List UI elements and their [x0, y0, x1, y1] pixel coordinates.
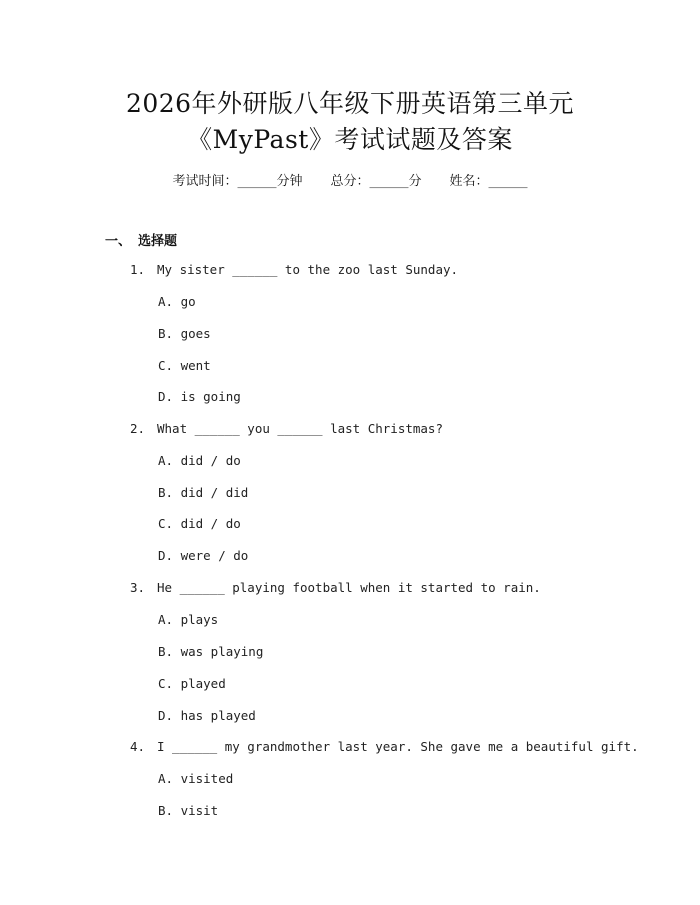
- option-3d: D. has played: [158, 708, 256, 723]
- student-name-field: 姓名：______: [449, 174, 528, 189]
- document-title-line-2: 《MyPast》考试试题及答案: [187, 125, 513, 154]
- section-title: 选择题: [138, 234, 178, 249]
- document-title-line-1: 2026年外研版八年级下册英语第三单元: [125, 89, 575, 118]
- exam-time-field: 考试时间：______分钟: [172, 174, 303, 189]
- total-score-field: 总分：______分: [330, 174, 422, 189]
- option-2c: C. did / do: [158, 516, 241, 531]
- question-number: 1.: [130, 262, 146, 277]
- question-4: [130, 739, 639, 754]
- question-text: My sister ______ to the zoo last Sunday.: [157, 262, 459, 277]
- option-2b: B. did / did: [158, 485, 249, 500]
- exam-info-line: [0, 170, 700, 189]
- option-3a: A. plays: [158, 612, 219, 627]
- option-1c: C. went: [158, 358, 211, 373]
- option-4b: B. visit: [158, 803, 219, 818]
- question-1: [130, 262, 458, 277]
- option-1b: B. goes: [158, 326, 211, 341]
- question-2: [130, 421, 443, 436]
- option-2d: D. were / do: [158, 548, 249, 563]
- option-4a: A. visited: [158, 771, 234, 786]
- question-3: [130, 580, 541, 595]
- option-1d: D. is going: [158, 389, 241, 404]
- question-number: 2.: [130, 421, 146, 436]
- question-text: What ______ you ______ last Christmas?: [157, 421, 443, 436]
- section-heading: [105, 230, 177, 249]
- option-2a: A. did / do: [158, 453, 241, 468]
- option-3b: B. was playing: [158, 644, 264, 659]
- option-1a: A. go: [158, 294, 196, 309]
- question-text: He ______ playing football when it started to rain.: [157, 580, 541, 595]
- question-number: 4.: [130, 739, 146, 754]
- question-text: I ______ my grandmother last year. She gave me a beautiful gift.: [157, 739, 639, 754]
- option-3c: C. played: [158, 676, 226, 691]
- section-number: 一、: [105, 234, 132, 249]
- question-number: 3.: [130, 580, 146, 595]
